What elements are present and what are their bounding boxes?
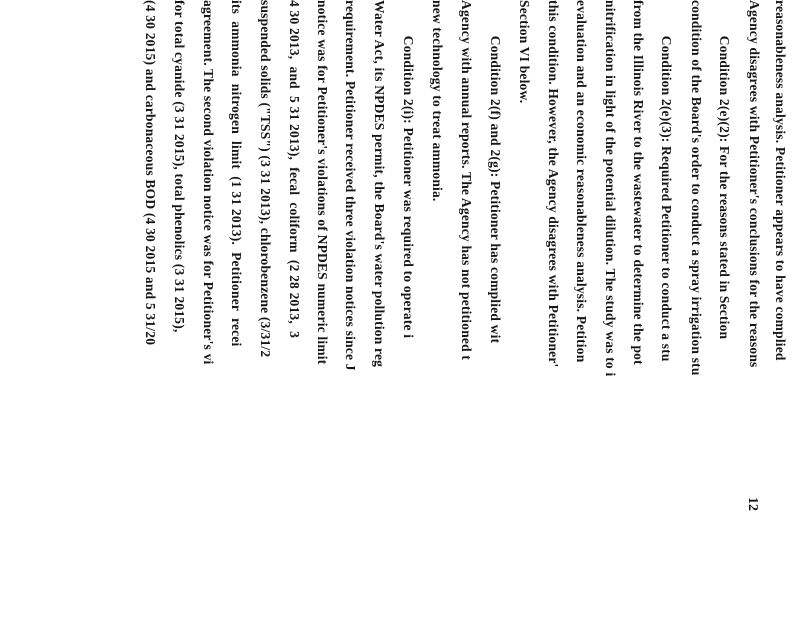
text-line: agreement. The second violation notice was for Petitioner's vi	[201, 0, 216, 365]
text-line: nitrification in light of the potential dilution. The study was to i	[603, 0, 618, 377]
text-line: Condition 2(e)(3): Required Petitioner to conduct a stu	[659, 0, 674, 362]
text-line: for total cyanide (3 31 2015), total phenolics (3 31 2015),	[172, 0, 187, 333]
text-line: (4 30 2015) and carbonaceous BOD (4 30 2015 and 5 31/20	[143, 0, 158, 346]
text-line: this condition. However, the Agency disagrees with Petitioner'	[546, 0, 561, 368]
text-line: condition of the Board's order to conduct a spray irrigation stu	[689, 0, 704, 376]
text-line: Agency with annual reports. The Agency has not petitioned t	[459, 0, 474, 361]
page-number: 12	[745, 497, 760, 511]
text-line: new technology to treat ammonia.	[430, 0, 445, 202]
text-line: Condition 2(f) and 2(g): Petitioner has complied wit	[488, 0, 503, 344]
text-line: Agency disagrees with Petitioner's conclusions for the reasons	[747, 0, 762, 368]
text-line: requirement. Petitioner received three violation notices since J	[343, 0, 358, 371]
text-line: suspended solids ("TSS") (3 31 2013), chlorobenzene (3/31/2	[258, 0, 273, 358]
text-line: notice was for Petitioner's violations of NPDES numeric limit	[315, 0, 330, 365]
text-line: reasonableness analysis. Petitioner appears to have complied	[773, 0, 788, 361]
text-line: its ammonia nitrogen limit (1 31 2013). Petitioner recei	[229, 0, 244, 347]
text-line: 4 30 2013, and 5 31 2013), fecal coliform (2 28 2013, 3	[287, 0, 302, 339]
text-line: Section VI below.	[517, 0, 532, 104]
text-line: Condition 2(i): Petitioner was required to operate i	[401, 0, 416, 339]
text-line: evaluation and an economic reasonableness analysis. Petition	[574, 0, 589, 363]
text-line: from the Illinois River to the wastewater to determine the pot	[631, 0, 646, 365]
text-line: Condition 2(e)(2): For the reasons stated in Section	[717, 0, 732, 340]
text-line: Water Act, its NPDES permit, the Board's water pollution reg	[372, 0, 387, 368]
